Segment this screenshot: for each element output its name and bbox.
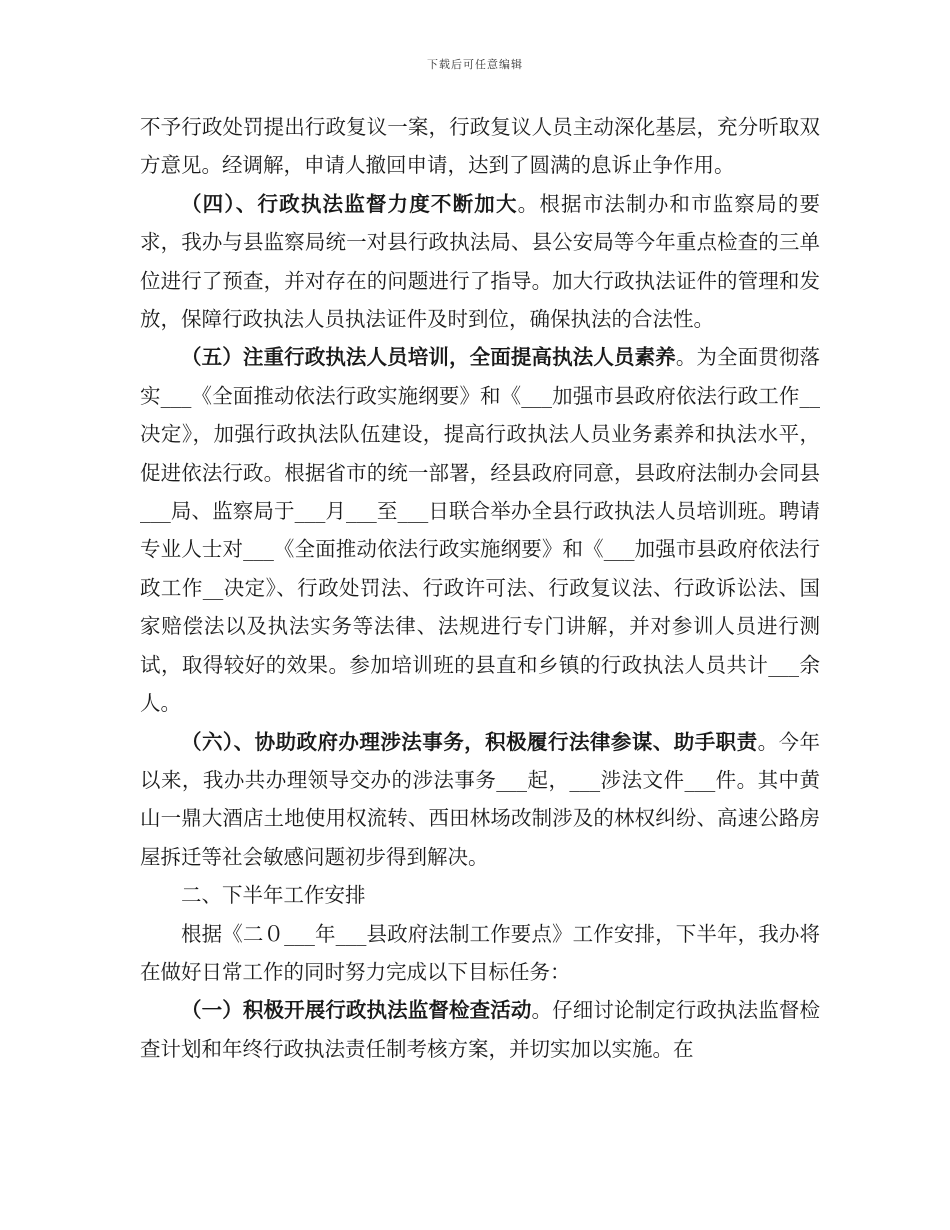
section-title: 二、下半年工作安排 [181,883,366,908]
paragraph-training [140,338,820,722]
document-body [140,108,820,1068]
paragraph-heading: （四）、行政执法监督力度不断加大 [181,191,518,216]
paragraph-admin-review-continuation [140,108,820,185]
paragraph-heading: （五）注重行政执法人员培训，全面提高执法人员素养 [181,345,676,370]
paragraph-inspection [140,991,820,1068]
page-header: 下载后可任意编辑 [427,58,523,71]
paragraph-work-plan [140,915,820,992]
paragraph-text: 根据《二０___年___县政府法制工作要点》工作安排，下半年，我办将在做好日常工作的同时努力完成以下目标任务： [140,921,820,984]
paragraph-text: 。根据市法制办和市监察局的要求，我办与县监察局统一对县行政执法局、县公安局等今年重点检查的三单位进行了预查，并对存在的问题进行了指导。加大行政执法证件的管理和发放，保障行政执法人员执法证件及时到位，确保执法的合法性。 [140,191,821,332]
section-heading-second-half [140,876,820,914]
paragraph-heading: （一）积极开展行政执法监督检查活动 [181,998,532,1023]
paragraph-heading: （六）、协助政府办理涉法事务，积极履行法律参谋、助手职责 [181,729,758,754]
paragraph-text: 不予行政处罚提出行政复议一案，行政复议人员主动深化基层，充分听取双方意见。经调解，申请人撤回申请，达到了圆满的息诉止争作用。 [140,115,820,178]
paragraph-legal-affairs [140,723,820,877]
paragraph-text: 。今年以来，我办共办理领导交办的涉法事务___起，___涉法文件___件。其中黄山一鼎大酒店土地使用权流转、西田林场改制涉及的林权纠纷、高速公路房屋拆迁等社会敏感问题初步得到解决。 [140,729,821,869]
paragraph-supervision [140,185,820,339]
paragraph-text: 。仔细讨论制定行政执法监督检查计划和年终行政执法责任制考核方案，并切实加以实施。在 [140,998,821,1061]
paragraph-text: 。为全面贯彻落实___《全面推动依法行政实施纲要》和《___加强市县政府依法行政工作__决定》，加强行政执法队伍建设，提高行政执法人员业务素养和执法水平，促进依法行政。根据省市的统一部署，经县政府同意，县政府法制办会同县___局、监察局于___月___至___日联合举办全县行政执法人员培训班。聘请专业人士对___《全面推动依法行政实施纲要》和《___加强市县政府依法行政工作__决定》、行政处罚法、行政许可法、行政复议法、行政诉讼法、国家赔偿法以及执法实务等法律、法规进行专门讲解，并对参训人员进行测试，取得较好的效果。参加培训班的县直和乡镇的行政执法人员共计___余人。 [140,345,821,716]
